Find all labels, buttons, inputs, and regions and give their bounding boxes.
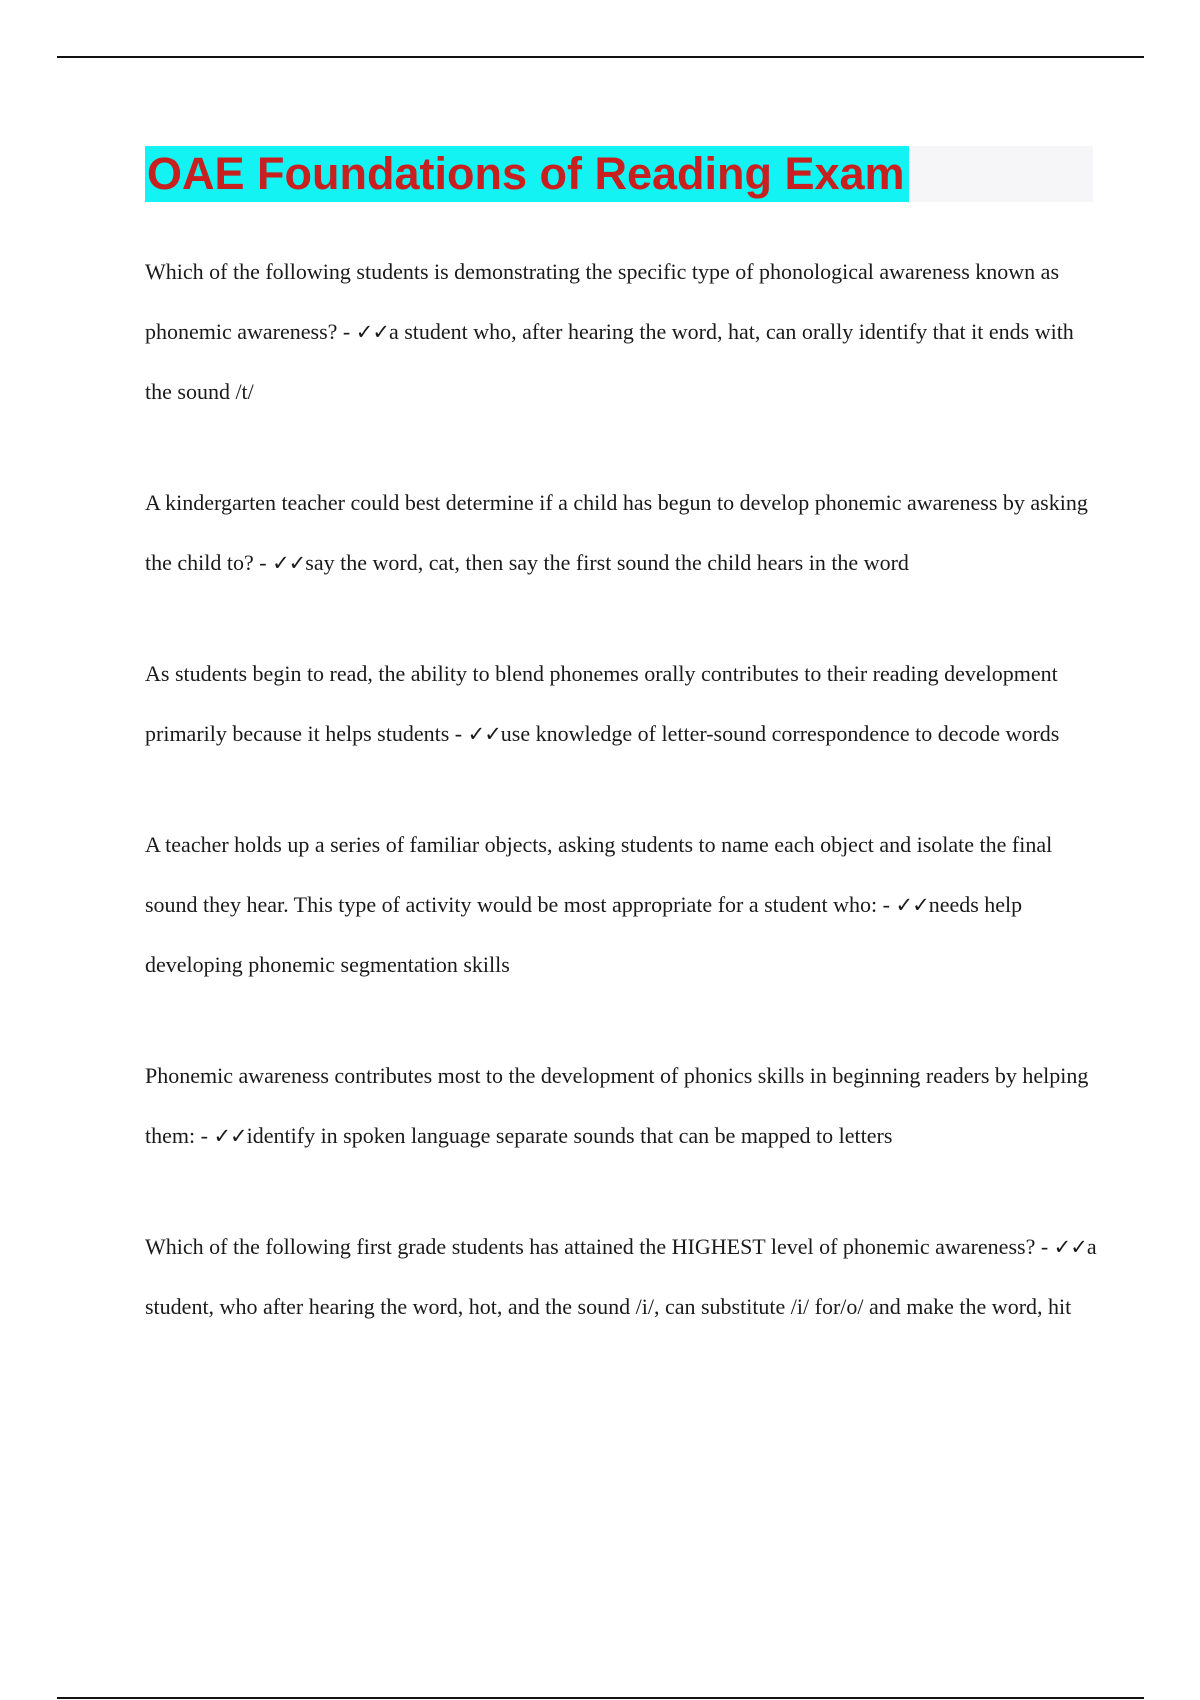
question-text: A teacher holds up a series of familiar objects, asking students to name each object and isolate the final sound they hear. This type of activity would be most appropriate for a student who: — [145, 832, 1053, 917]
qa-item — [145, 473, 1105, 593]
answer-separator: - — [253, 550, 273, 575]
check-icon: ✓✓ — [355, 320, 389, 344]
qa-item — [145, 1046, 1105, 1166]
check-icon: ✓✓ — [467, 722, 501, 746]
answer-separator: - — [877, 892, 896, 917]
answer-separator: - — [1035, 1234, 1054, 1259]
document-title: OAE Foundations of Reading Exam — [145, 146, 909, 202]
answer-separator: - — [449, 721, 468, 746]
bottom-rule — [57, 1697, 1144, 1699]
check-icon: ✓✓ — [213, 1124, 247, 1148]
answer-text: use knowledge of letter-sound correspondence to decode words — [500, 721, 1060, 746]
qa-item — [145, 815, 1105, 995]
qa-item — [145, 1217, 1105, 1337]
question-text: Which of the following students is demonstrating the specific type of phonological awareness known as phonemic awareness? — [145, 259, 1060, 344]
answer-text: say the word, cat, then say the first sound the child hears in the word — [305, 550, 909, 575]
check-icon: ✓✓ — [895, 893, 929, 917]
answer-text: needs help developing phonemic segmentation skills — [145, 892, 1023, 977]
answer-text: a student who, after hearing the word, hat, can orally identify that it ends with the sound /t/ — [145, 319, 1074, 404]
answer-separator: - — [195, 1123, 214, 1148]
answer-text: identify in spoken language separate sounds that can be mapped to letters — [246, 1123, 893, 1148]
question-text: As students begin to read, the ability to blend phonemes orally contributes to their reading development primarily because it helps students — [145, 661, 1058, 746]
qa-item — [145, 242, 1105, 422]
answer-text: a student, who after hearing the word, hot, and the sound /i/, can substitute /i/ for/o/ and make the word, hit — [145, 1234, 1097, 1319]
question-text: A kindergarten teacher could best determine if a child has begun to develop phonemic awareness by asking the child to? — [145, 490, 1088, 575]
answer-separator: - — [337, 319, 356, 344]
question-text: Which of the following first grade students has attained the HIGHEST level of phonemic awareness? — [145, 1234, 1036, 1259]
qa-item — [145, 644, 1105, 764]
check-icon: ✓✓ — [272, 551, 306, 575]
check-icon: ✓✓ — [1053, 1235, 1087, 1259]
qa-list — [145, 242, 1105, 1388]
question-text: Phonemic awareness contributes most to the development of phonics skills in beginning readers by helping them: — [145, 1063, 1089, 1148]
top-rule — [57, 56, 1144, 58]
